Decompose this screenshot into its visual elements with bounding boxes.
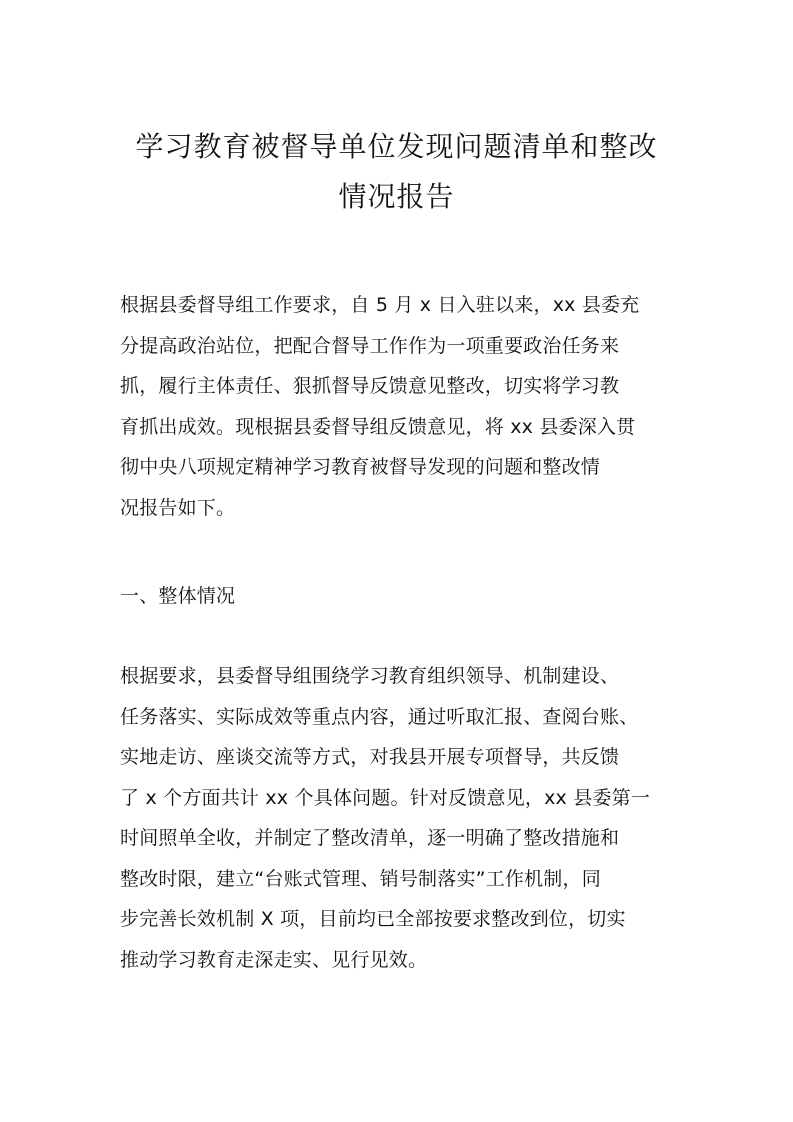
overview-paragraph bbox=[120, 656, 680, 980]
paragraph-line: 分提高政治站位，把配合督导工作作为一项重要政治任务来 bbox=[120, 334, 620, 357]
paragraph-line: 时间照单全收，并制定了整改清单，逐一明确了整改措施和 bbox=[120, 827, 620, 849]
intro-paragraph bbox=[120, 285, 680, 528]
paragraph-line: 步完善长效机制 X 项，目前均已全部按要求整改到位，切实 bbox=[120, 908, 626, 930]
section-heading-text: 一、整体情况 bbox=[120, 585, 236, 607]
paragraph-line: 根据要求，县委督导组围绕学习教育组织领导、机制建设、 bbox=[120, 665, 620, 687]
section-heading bbox=[120, 576, 680, 617]
paragraph-line: 抓，履行主体责任、狠抓督导反馈意见整改，切实将学习教 bbox=[120, 375, 620, 397]
paragraph-line: 推动学习教育走深走实、见行见效。 bbox=[120, 948, 428, 971]
paragraph-line: 育抓出成效。现根据县委督导组反馈意见，将 xx 县委深入贯 bbox=[120, 415, 636, 438]
paragraph-line: 整改时限，建立“台账式管理、销号制落实”工作机制，同 bbox=[120, 867, 601, 890]
paragraph-line: 任务落实、实际成效等重点内容，通过听取汇报、查阅台账、 bbox=[120, 705, 639, 728]
paragraph-line: 了 x 个方面共计 xx 个具体问题。针对反馈意见，xx 县委第一 bbox=[120, 786, 651, 809]
paragraph-line: 根据县委督导组工作要求，自 5 月 x 日入驻以来，xx 县委充 bbox=[120, 294, 640, 316]
paragraph-line: 况报告如下。 bbox=[120, 496, 236, 519]
title-line: 情况报告 bbox=[338, 180, 455, 213]
title-line: 学习教育被督导单位发现问题清单和整改 bbox=[135, 130, 658, 163]
paragraph-line: 彻中央八项规定精神学习教育被督导发现的问题和整改情 bbox=[120, 456, 601, 478]
document-title bbox=[0, 122, 793, 222]
paragraph-line: 实地走访、座谈交流等方式，对我县开展专项督导，共反馈 bbox=[120, 746, 620, 768]
